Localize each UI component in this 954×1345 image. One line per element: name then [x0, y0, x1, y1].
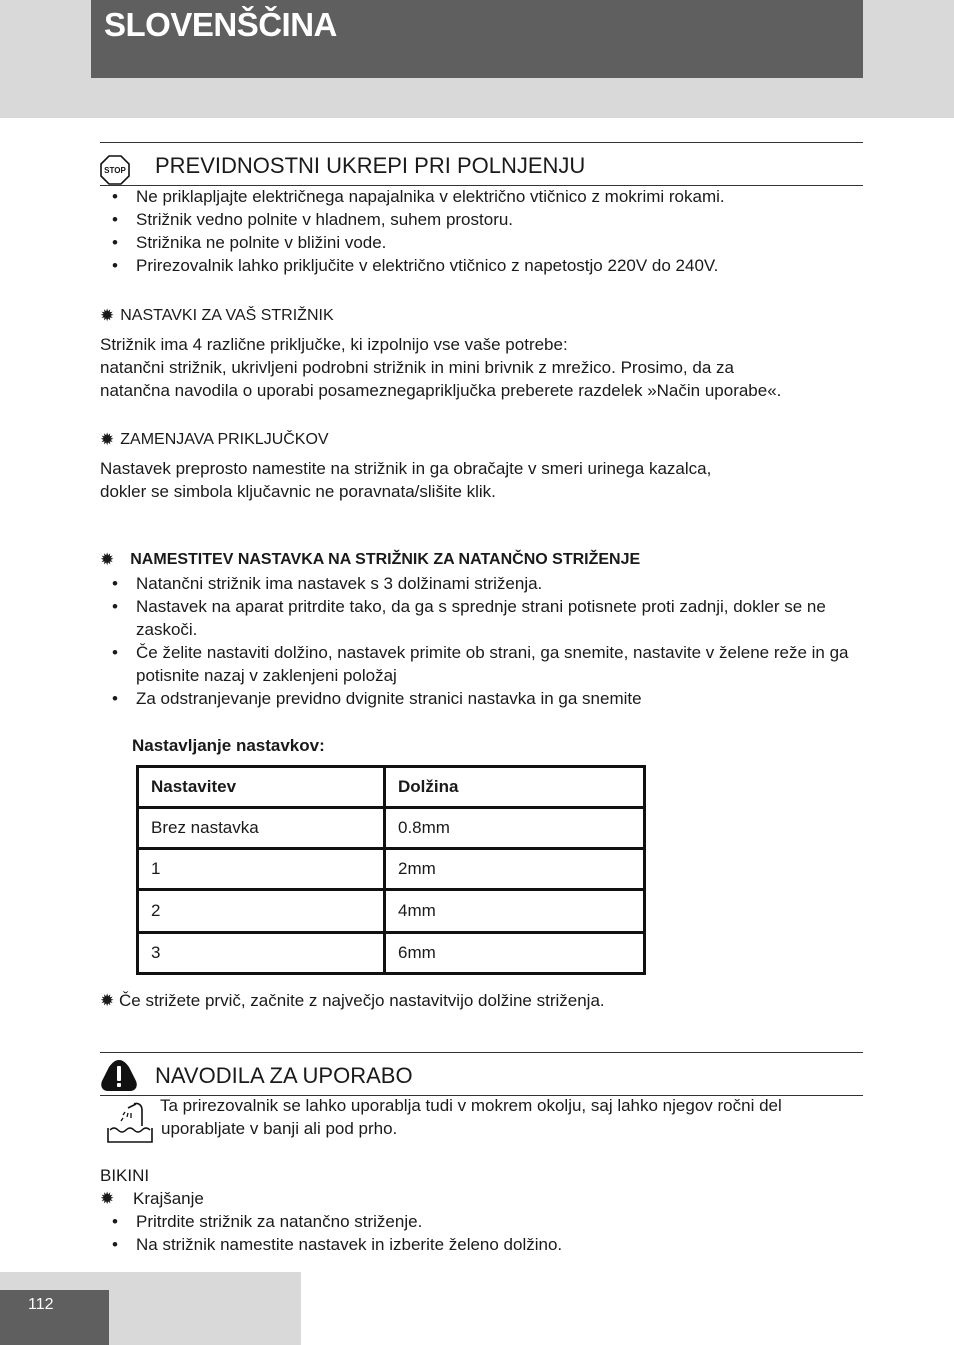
- table-cell: 4mm: [385, 890, 645, 933]
- charging-section-title: PREVIDNOSTNI UKREPI PRI POLNJENJU: [155, 153, 586, 178]
- table-cell: 2: [138, 890, 385, 933]
- table-cell: 3: [138, 933, 385, 974]
- table-cell: 1: [138, 849, 385, 890]
- list-item: • Ne priklapljajte električnega napajalnika v električno vtičnico z mokrimi rokami.: [100, 185, 862, 208]
- list-item: • Natančni strižnik ima nastavek s 3 dolžinami striženja.: [100, 572, 862, 595]
- page-number: 112: [28, 1296, 54, 1313]
- list-item: • Strižnika ne polnite v bližini vode.: [100, 231, 862, 254]
- charging-bullets: [100, 185, 862, 277]
- table-cell: 0.8mm: [385, 808, 645, 849]
- mounting-subheading: ✹ NAMESTITEV NASTAVKA NA STRIŽNIK ZA NATANČNO STRIŽENJE: [100, 550, 641, 569]
- list-item: • Nastavek na aparat pritrdite tako, da ga s sprednje strani potisnete proti zadnji, dokler se ne zaskoči.: [100, 595, 862, 641]
- page-number-box: [0, 1290, 109, 1345]
- replace-subheading: ✹ ZAMENJAVA PRIKLJUČKOV: [100, 430, 329, 449]
- list-item: • Na strižnik namestite nastavek in izberite želeno dolžino.: [100, 1233, 862, 1256]
- usage-section-title: NAVODILA ZA UPORABO: [155, 1063, 413, 1088]
- bikini-label: BIKINI: [100, 1166, 150, 1185]
- wet-use-note: Ta prirezovalnik se lahko uporablja tudi v mokrem okolju, saj lahko njegov ročni del uporabljate v banji ali pod prho.: [160, 1096, 782, 1138]
- table-header-cell: Dolžina: [385, 767, 645, 808]
- usage-bullets: [100, 1210, 862, 1256]
- replace-paragraph: Nastavek preprosto namestite na strižnik in ga obračajte v smeri urinega kazalca, dokler se simbola ključavnic ne poravnata/slišite klik.: [100, 459, 712, 501]
- list-item: • Pritrdite strižnik za natančno striženje.: [100, 1210, 862, 1233]
- table-row: [138, 767, 645, 808]
- table-row: [138, 808, 645, 849]
- table-header-cell: Nastavitev: [138, 767, 385, 808]
- attachments-subheading: ✹ NASTAVKI ZA VAŠ STRIŽNIK: [100, 306, 334, 325]
- table-caption: Nastavljanje nastavkov:: [132, 736, 325, 755]
- table-cell: Brez nastavka: [138, 808, 385, 849]
- table-cell: 2mm: [385, 849, 645, 890]
- trim-subheading: ✹ Krajšanje: [100, 1189, 204, 1208]
- list-item: • Prirezovalnik lahko priključite v električno vtičnico z napetostjo 220V do 240V.: [100, 254, 862, 277]
- sun-icon: ✹: [100, 1189, 115, 1208]
- sun-icon: ✹: [100, 550, 115, 569]
- list-item: • Strižnik vedno polnite v hladnem, suhem prostoru.: [100, 208, 862, 231]
- length-settings-table: [136, 765, 646, 975]
- sun-icon: ✹: [100, 430, 115, 449]
- section-rule-top: [100, 142, 863, 143]
- table-cell: 6mm: [385, 933, 645, 974]
- first-use-tip: ✹ Če strižete prvič, začnite z največjo nastavitvijo dolžine striženja.: [100, 991, 605, 1010]
- sun-icon: ✹: [100, 991, 115, 1010]
- language-title: SLOVENŠČINA: [104, 6, 337, 43]
- warning-icon: [100, 1059, 138, 1099]
- table-row: [138, 933, 645, 974]
- language-title-box: [91, 0, 863, 78]
- list-item: • Če želite nastaviti dolžino, nastavek primite ob strani, ga snemite, nastavite v želene reže in ga potisnite nazaj v zaklenjeni položaj: [100, 641, 862, 687]
- sun-icon: ✹: [100, 306, 115, 325]
- list-item: • Za odstranjevanje previdno dvignite stranici nastavka in ga snemite: [100, 687, 862, 710]
- section-rule-top: [100, 1052, 863, 1053]
- svg-text:STOP: STOP: [104, 166, 126, 175]
- shower-bath-icon: [106, 1100, 154, 1151]
- table-row: [138, 890, 645, 933]
- table-row: [138, 849, 645, 890]
- mounting-bullets: [100, 572, 862, 710]
- attachments-paragraph: Strižnik ima 4 različne priključke, ki izpolnijo vse vaše potrebe: natančni strižnik, ukrivljeni podrobni strižnik in mini brivnik z mrežico. Prosimo, da za natančna navodila o uporabi posameznegapriključka preberete razdelek »Način uporabe«.: [100, 335, 782, 400]
